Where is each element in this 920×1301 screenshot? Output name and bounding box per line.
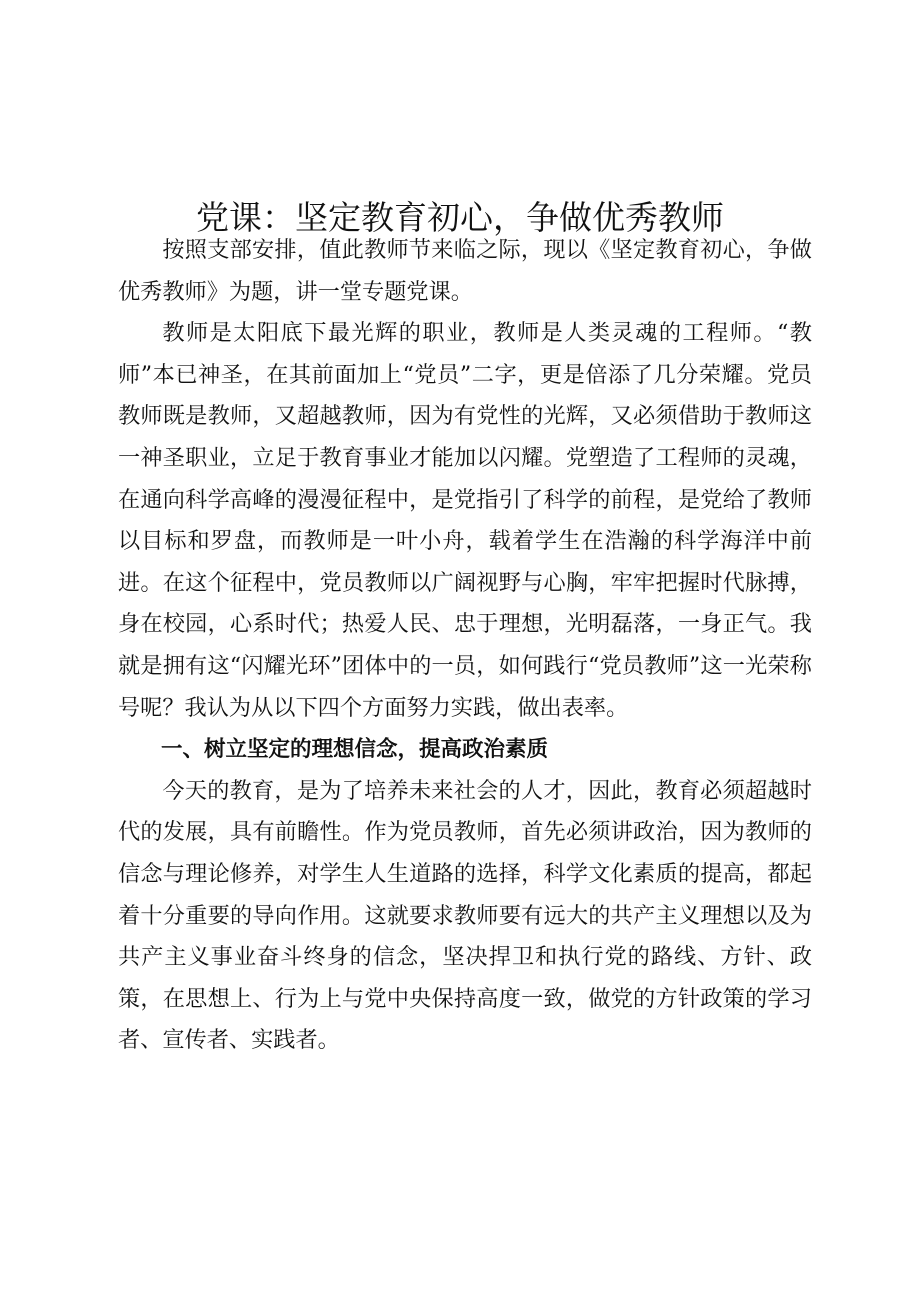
paragraph-2: 今天的教育，是为了培养未来社会的人才，因此，教育必须超越时代的发展，具有前瞻性。作为党员教师，首先必须讲政治，因为教师的信念与理论修养，对学生人生道路的选择，科学文化素质的提高，都起着十分重要的导向作用。这就要求教师要有远大的共产主义理想以及为共产主义事业奋斗终身的信念，坚决捍卫和执行党的路线、方针、政策，在思想上、行为上与党中央保持高度一致，做党的方针政策的学习者、宣传者、实践者。	[118, 777, 812, 1054]
section-1-heading: 一、树立坚定的理想信念，提高政治素质	[161, 737, 549, 763]
paragraph-1: 教师是太阳底下最光辉的职业，教师是人类灵魂的工程师。“教师”本已神圣，在其前面加上“党员”二字，更是倍添了几分荣耀。党员教师既是教师，又超越教师，因为有党性的光辉，又必须借助于教师这一神圣职业，立足于教育事业才能加以闪耀。党塑造了工程师的灵魂，在通向科学高峰的漫漫征程中，是党指引了科学的前程，是党给了教师以目标和罗盘，而教师是一叶小舟，载着学生在浩瀚的科学海洋中前进。在这个征程中，党员教师以广阔视野与心胸，牢牢把握时代脉搏，身在校园，心系时代；热爱人民、忠于理想，光明磊落，一身正气。我就是拥有这“闪耀光环”团体中的一员，如何践行“党员教师”这一光荣称号呢？我认为从以下四个方面努力实践，做出表率。	[118, 320, 812, 721]
intro-paragraph: 按照支部安排，值此教师节来临之际，现以《坚定教育初心，争做优秀教师》为题，讲一堂专题党课。	[118, 237, 812, 305]
document-title: 党课：坚定教育初心，争做优秀教师	[196, 198, 724, 238]
document-body	[118, 230, 812, 1062]
